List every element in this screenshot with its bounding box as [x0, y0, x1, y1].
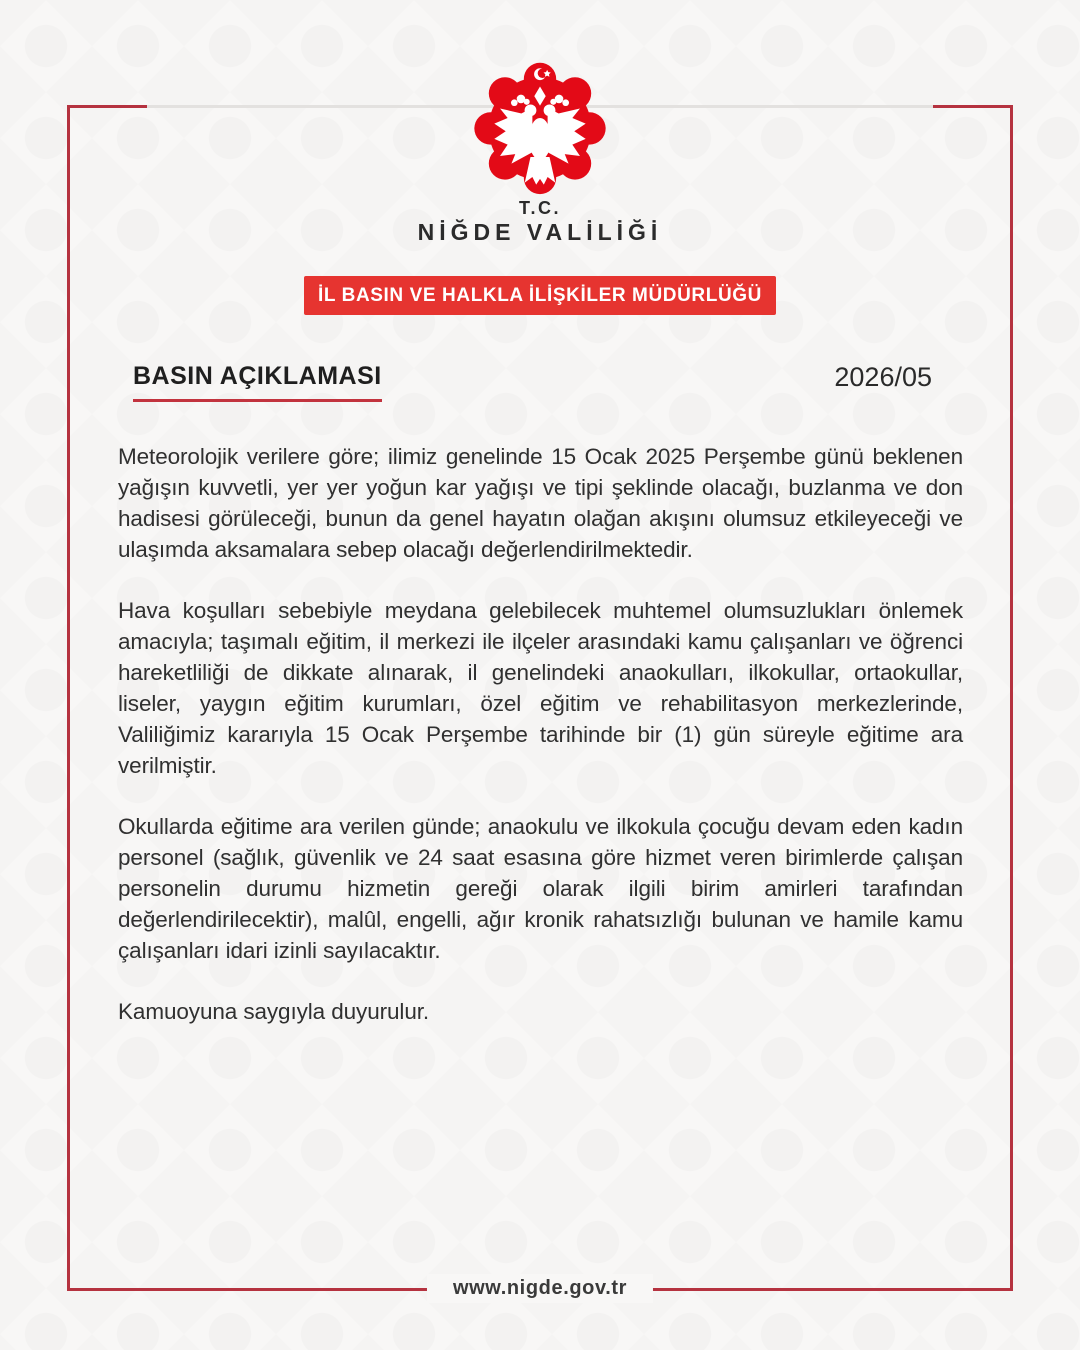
- document-header: [133, 362, 932, 402]
- nigde-valiligi-emblem: [473, 58, 607, 196]
- paragraph: Meteorolojik verilere göre; ilimiz genelinde 15 Ocak 2025 Perşembe günü beklenen yağışın kuvvetli, yer yer yoğun kar yağışı ve tipi şeklinde olacağı, buzlanma ve don hadisesi görüleceği, bunun da genel hayatın olağan akışını olumsuz etkileyeceği ve ulaşımda aksamalara sebep olacağı değerlendirilmektedir.: [118, 444, 963, 562]
- reference-number: 2026/05: [834, 362, 932, 392]
- paragraph: Okullarda eğitime ara verilen günde; anaokulu ve ilkokula çocuğu devam eden kadın personel (sağlık, güvenlik ve 24 saat esasına göre hizmet veren birimlerde çalışan personelin durumu hizmetin gereği olarak ilgili birim amirleri tarafından değerlendirilecektir), malûl, engelli, ağır kronik rahatsızlığı bulunan ve hamile kamu çalışanları idari izinli sayılacaktır.: [118, 814, 963, 963]
- website-text: www.nigde.gov.tr: [427, 1274, 653, 1303]
- org-name: NİĞDE VALİLİĞİ: [417, 219, 663, 245]
- department-banner: İL BASIN VE HALKLA İLİŞKİLER MÜDÜRLÜĞÜ: [304, 276, 776, 315]
- paragraph: Kamuoyuna saygıyla duyurulur.: [118, 999, 430, 1024]
- paragraph: Hava koşulları sebebiyle meydana gelebilecek muhtemel olumsuzlukları önlemek amacıyla; taşımalı eğitim, il merkezi ile ilçeler arasındaki kamu çalışanları ve öğrenci hareketliliği de dikkate alınarak, il genelindeki anaokulları, ilkokullar, ortaokullar, liseler, yaygın eğitim kurumları, özel eğitim ve rehabilitasyon merkezlerinde, Valiliğimiz kararıyla 15 Ocak Perşembe tarihinde bir (1) gün süreyle eğitime ara verilmiştir.: [118, 598, 963, 778]
- document-title: BASIN AÇIKLAMASI: [133, 362, 382, 402]
- org-prefix: T.C.: [518, 198, 561, 218]
- document-body: [118, 441, 963, 1057]
